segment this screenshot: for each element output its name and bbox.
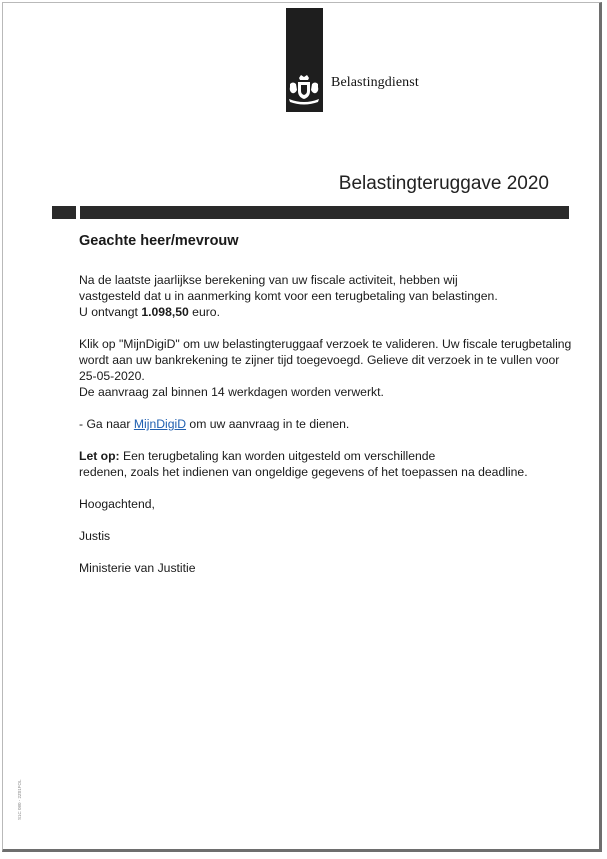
paragraph-line: redenen, zoals het indienen van ongeldige gegevens of het toepassen na deadline. [79, 465, 528, 479]
amount-line [79, 304, 604, 320]
paragraph-link [79, 416, 604, 432]
refund-amount: 1.098,50 [141, 305, 189, 319]
header-band-left [52, 206, 76, 219]
paragraph-refund-notice [79, 272, 604, 320]
signer-name: Justis [79, 529, 111, 543]
link-suffix: om uw aanvraag in te dienen. [186, 417, 350, 431]
paragraph-line: De aanvraag zal binnen 14 werkdagen worden verwerkt. [79, 385, 384, 399]
department-name: Ministerie van Justitie [79, 561, 196, 575]
warning-label: Let op: [79, 449, 120, 463]
royal-coat-of-arms-icon [284, 72, 324, 108]
document-code: S1C 080 - 2Z01FOL [17, 779, 22, 820]
warning-line [79, 448, 604, 464]
brand-name: Belastingdienst [331, 75, 419, 90]
deadline-date: 25-05-2020. [79, 369, 145, 383]
mijndigid-link[interactable]: MijnDigiD [133, 417, 187, 431]
paragraph-line: wordt aan uw bankrekening te zijner tijd toegevoegd. Gelieve dit verzoek in te vullen voor [79, 353, 560, 367]
paragraph-line: vastgesteld dat u in aanmerking komt voor een terugbetaling van belastingen. [79, 289, 498, 303]
warning-text: Een terugbetaling kan worden uitgesteld om verschillende [119, 449, 436, 463]
paragraph-line: Klik op "MijnDigiD" om uw belastingteruggaaf verzoek te valideren. Uw fiscale terugbetaling [79, 337, 572, 351]
paragraph-line: Na de laatste jaarlijkse berekening van uw fiscale activiteit, hebben wij [79, 273, 458, 287]
greeting: Geachte heer/mevrouw [79, 233, 239, 249]
amount-prefix: U ontvangt [79, 305, 142, 319]
document-title: Belastingteruggave 2020 [338, 173, 549, 194]
amount-suffix: euro. [188, 305, 220, 319]
letter-body [79, 232, 604, 592]
link-prefix: - Ga naar [79, 417, 134, 431]
paragraph-instructions [79, 336, 604, 400]
paragraph-warning [79, 448, 604, 480]
header-band [80, 206, 569, 219]
closing: Hoogachtend, [79, 497, 155, 511]
